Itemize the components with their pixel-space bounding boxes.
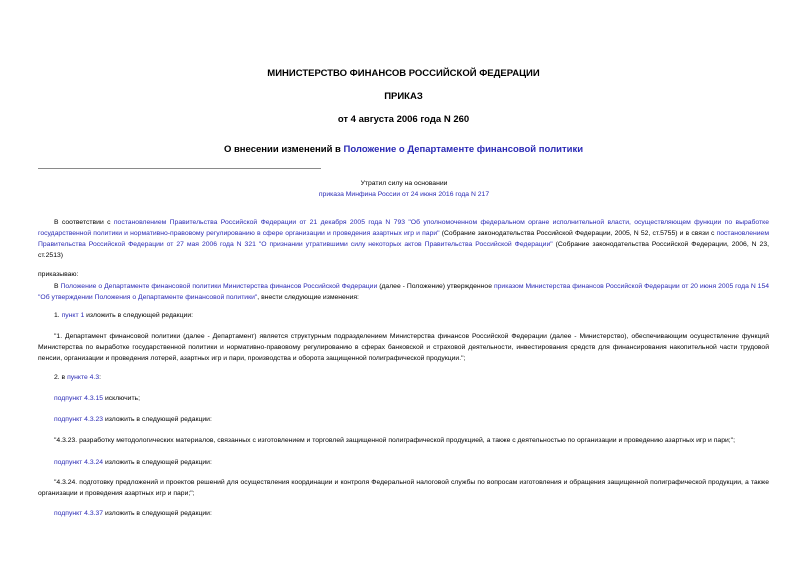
- document-title: [0, 144, 807, 156]
- preamble-text-3: (Собрание законодательства Российской Федерации, 2006, N 23, ст.2513): [38, 241, 769, 259]
- quote-paragraph-3: "4.3.24. подготовку предложений и проектов решений для осуществления координации и контроля Федеральной налоговой службы по вопросам изготовления и обращения защищенной полиграфической продукции, а также организации и проведения азартных игр и пари;";: [38, 479, 769, 497]
- amendment-text-3: , внести следующие изменения:: [257, 294, 359, 301]
- ministry-name: МИНИСТЕРСТВО ФИНАНСОВ РОССИЙСКОЙ ФЕДЕРАЦИИ: [267, 68, 540, 79]
- preamble-text-1: В соответствии с: [54, 219, 114, 226]
- preamble-link-decree-793[interactable]: постановлением Правительства Российской Федерации от 21 декабря 2005 года N 793 "Об уполномоченном федеральном органе исполнительной власти, осуществляющем функции по выработке государственной политики и нормативно-правовому регулированию в сфере организации и проведения азартных игр и пари": [38, 219, 770, 237]
- subitem-4-3-24: [54, 457, 212, 468]
- amendment-text-2: (далее - Положение) утвержденное: [377, 283, 494, 290]
- item-1-number: 1.: [54, 312, 62, 319]
- preamble-text-2: (Собрание законодательства Российской Федерации, 2005, N 52, ст.5755) и в связи с: [439, 230, 717, 237]
- item-2: [54, 372, 101, 383]
- subitem-4-3-37-text: изложить в следующей редакции:: [103, 510, 212, 517]
- item-2-text: :: [99, 374, 101, 381]
- item-1-text: изложить в следующей редакции:: [84, 312, 194, 319]
- subitem-4-3-15-text: исключить;: [103, 395, 140, 402]
- subitem-4-3-23: [54, 414, 212, 425]
- item-1-link[interactable]: пункт 1: [61, 312, 85, 319]
- title-link[interactable]: Положение о Департаменте финансовой политики: [343, 144, 584, 155]
- subitem-4-3-37-link[interactable]: подпункт 4.3.37: [54, 510, 104, 517]
- preamble-link-decree-321[interactable]: постановлением Правительства Российской Федерации от 27 мая 2006 года N 321 "О признании утратившими силу некоторых актов Правительства Российской Федерации": [38, 230, 769, 248]
- subitem-4-3-23-text: изложить в следующей редакции:: [103, 416, 212, 423]
- title-prefix: О внесении изменений в: [223, 144, 344, 155]
- amendment-text-1: В: [54, 283, 61, 290]
- amendment-paragraph: [38, 281, 769, 303]
- preamble-paragraph: [38, 217, 769, 261]
- amendment-link-order-154[interactable]: приказом Министерства финансов Российской Федерации от 20 июня 2005 года N 154 "Об утверждении Положения о Департаменте финансовой политики": [38, 283, 770, 301]
- status-note-line: Утратил силу на основании: [360, 180, 448, 187]
- amendment-link-regulation[interactable]: Положение о Департаменте финансовой политики Министерства финансов Российской Федерации: [60, 283, 378, 290]
- quote-paragraph-1: "1. Департамент финансовой политики (далее - Департамент) является структурным подразделением Министерства финансов Российской Федерации (далее - Министерство), обеспечивающим осуществление функций Министерства по выработке государственной политики и нормативно-правовому регулированию в сферах банковской и страховой деятельности, инвестирования средств для финансирования накопительной части трудовой пенсии, организации и проведения лотерей, азартных игр и пари, производства и оборота защищенной полиграфической продукции.";: [38, 333, 769, 362]
- status-note-link[interactable]: приказа Минфина России от 24 июня 2016 года N 217: [318, 191, 490, 198]
- item-2-link[interactable]: пункте 4.3: [67, 374, 100, 381]
- item-2-number: 2. в: [54, 374, 68, 381]
- order-word: приказываю:: [38, 271, 79, 278]
- subitem-4-3-24-link[interactable]: подпункт 4.3.24: [54, 459, 104, 466]
- subitem-4-3-23-link[interactable]: подпункт 4.3.23: [54, 416, 104, 423]
- document-date-number: от 4 августа 2006 года N 260: [337, 114, 470, 125]
- item-1: [54, 310, 193, 321]
- subitem-4-3-37: [54, 508, 212, 519]
- quote-paragraph-2: "4.3.23. разработку методологических материалов, связанных с изготовлением и торговлей защищенной полиграфической продукцией, а также с деятельностью по организации и проведению азартных игр и пари;";: [54, 437, 735, 444]
- subitem-4-3-15-link[interactable]: подпункт 4.3.15: [54, 395, 104, 402]
- document-type: ПРИКАЗ: [384, 91, 423, 102]
- subitem-4-3-24-text: изложить в следующей редакции:: [103, 459, 212, 466]
- separator-line: [38, 168, 321, 169]
- subitem-4-3-15: [54, 393, 140, 404]
